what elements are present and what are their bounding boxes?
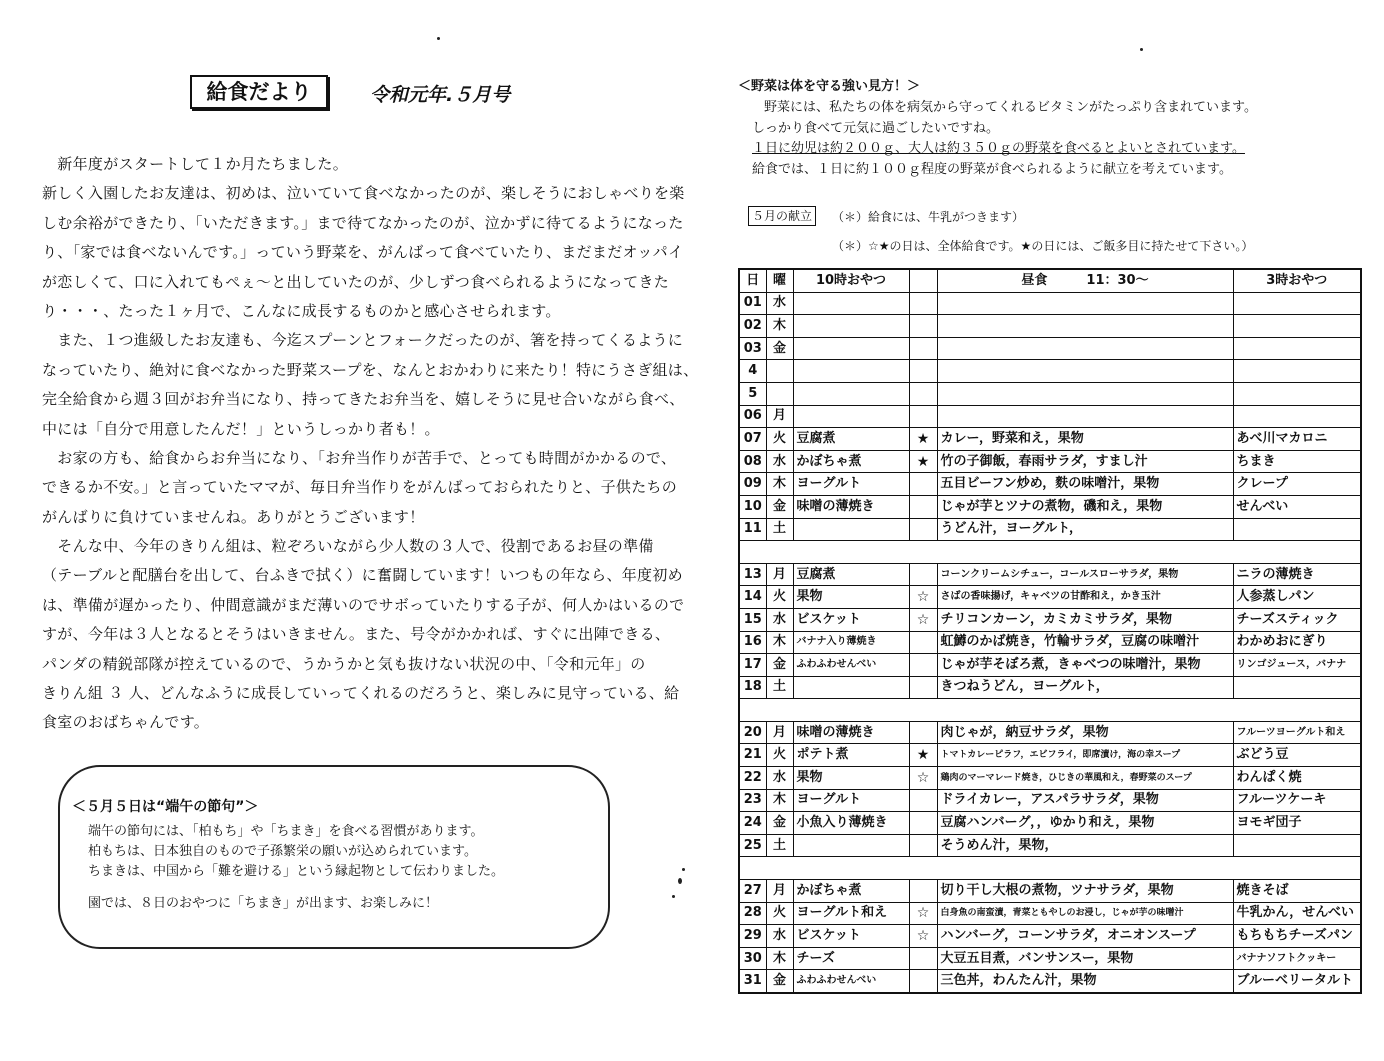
morning-snack-cell: かぼちゃ煮	[793, 880, 909, 903]
morning-snack-cell	[793, 834, 909, 857]
table-header-row	[739, 269, 1361, 292]
letter-line: が恋しくて、口に入れてもぺぇ～と出していたのが、少しずつ食べられるようになってきた	[42, 272, 670, 291]
weekday-cell: 木	[766, 315, 793, 338]
day-cell: 15	[739, 608, 766, 631]
weekday-cell: 土	[766, 834, 793, 857]
day-cell: 21	[739, 744, 766, 767]
weekday-cell: 月	[766, 405, 793, 428]
letter-line: きりん組 ３ 人、どんなふうに成長していってくれるのだろうと、楽しみに見守っている、給	[42, 684, 680, 703]
mark-cell	[909, 315, 937, 338]
afternoon-snack-cell: フルーツヨーグルト和え	[1233, 721, 1361, 744]
afternoon-snack-cell: ブルーベリータルト	[1233, 970, 1361, 993]
mark-cell	[909, 563, 937, 586]
lunch-cell: 白身魚の南蛮漬，青菜ともやしのお浸し，じゃが芋の味噌汁	[937, 902, 1233, 925]
table-row	[739, 902, 1361, 925]
table-row	[739, 767, 1361, 790]
day-cell	[739, 857, 766, 880]
weekday-cell: 火	[766, 428, 793, 451]
menu-table-body	[739, 292, 1361, 993]
column-header-day: 日	[739, 269, 766, 292]
letter-line: 中には「自分で用意したんだ！」というしっかり者も！。	[42, 419, 440, 438]
weekday-cell: 金	[766, 337, 793, 360]
morning-snack-cell	[793, 382, 909, 405]
mark-cell: ☆	[909, 902, 937, 925]
morning-snack-cell	[793, 292, 909, 315]
afternoon-snack-cell: ぶどう豆	[1233, 744, 1361, 767]
weekday-cell: 月	[766, 880, 793, 903]
day-cell: 07	[739, 428, 766, 451]
scan-speck	[682, 868, 685, 871]
lunch-cell: ハンバーグ，コーンサラダ，オニオンスープ	[937, 925, 1233, 948]
morning-snack-cell	[793, 315, 909, 338]
letter-line: （テーブルと配膳台を出して、台ふきで拭く）に奮闘しています！いつもの年なら、年度初め	[42, 566, 683, 585]
day-cell	[739, 699, 766, 722]
mark-cell	[909, 360, 937, 383]
morning-snack-cell: かぼちゃ煮	[793, 450, 909, 473]
table-row	[739, 495, 1361, 518]
day-cell: 03	[739, 337, 766, 360]
mark-cell: ★	[909, 450, 937, 473]
menu-note: （＊）給食には、牛乳がつきます）	[832, 210, 1025, 224]
afternoon-snack-cell	[1233, 857, 1361, 880]
table-row	[739, 631, 1361, 654]
lunch-cell	[937, 382, 1233, 405]
letter-line: なっていたり、絶対に食べなかった野菜スープを、なんとおかわりに来たり！特にうさぎ組は、	[42, 360, 699, 379]
weekday-cell: 木	[766, 631, 793, 654]
table-row	[739, 541, 1361, 564]
day-cell: 17	[739, 654, 766, 677]
scan-speck	[1140, 48, 1143, 51]
weekday-cell: 金	[766, 654, 793, 677]
afternoon-snack-cell: わんぱく焼	[1233, 767, 1361, 790]
morning-snack-cell: バナナ入り薄焼き	[793, 631, 909, 654]
afternoon-snack-cell	[1233, 699, 1361, 722]
lunch-cell: コーンクリームシチュー，コールスローサラダ，果物	[937, 563, 1233, 586]
morning-snack-cell: チーズ	[793, 947, 909, 970]
table-row	[739, 721, 1361, 744]
mark-cell: ☆	[909, 586, 937, 609]
day-cell: 31	[739, 970, 766, 993]
mark-cell: ☆	[909, 767, 937, 790]
morning-snack-cell: 果物	[793, 586, 909, 609]
afternoon-snack-cell: 人参蒸しパン	[1233, 586, 1361, 609]
letter-line: り・・・、たった１ヶ月で、こんなに成長するものかと感心させられます。	[42, 301, 561, 320]
morning-snack-cell	[793, 518, 909, 541]
lunch-cell: じゃが芋そぼろ煮，きゃべつの味噌汁，果物	[937, 654, 1233, 677]
monthly-menu-table	[738, 268, 1362, 994]
morning-snack-cell	[793, 676, 909, 699]
day-cell: 4	[739, 360, 766, 383]
mark-cell	[909, 631, 937, 654]
weekday-cell: 金	[766, 495, 793, 518]
letter-line: 食室のおばちゃんです。	[42, 713, 210, 732]
mark-cell	[909, 473, 937, 496]
table-row	[739, 744, 1361, 767]
weekday-cell: 木	[766, 789, 793, 812]
tango-note: 園では、８日のおやつに「ちまき」が出ます、お楽しみに！	[88, 896, 438, 911]
lunch-cell	[937, 699, 1233, 722]
morning-snack-cell	[793, 337, 909, 360]
morning-snack-cell: ヨーグルト	[793, 473, 909, 496]
mark-cell	[909, 495, 937, 518]
morning-snack-cell: ヨーグルト和え	[793, 902, 909, 925]
afternoon-snack-cell: わかめおにぎり	[1233, 631, 1361, 654]
table-row	[739, 292, 1361, 315]
lunch-cell: 虹鱒のかば焼き，竹輪サラダ，豆腐の味噌汁	[937, 631, 1233, 654]
weekday-cell: 土	[766, 676, 793, 699]
weekday-cell: 月	[766, 721, 793, 744]
afternoon-snack-cell	[1233, 676, 1361, 699]
day-cell	[739, 541, 766, 564]
afternoon-snack-cell: チーズスティック	[1233, 608, 1361, 631]
lunch-cell: 切り干し大根の煮物，ツナサラダ，果物	[937, 880, 1233, 903]
day-cell: 06	[739, 405, 766, 428]
letter-line: また、１つ進級したお友達も、今迄スプーンとフォークだったのが、箸を持ってくるように	[42, 331, 684, 350]
day-cell: 5	[739, 382, 766, 405]
letter-line: 新年度がスタートして１か月たちました。	[42, 155, 349, 173]
lunch-cell: 大豆五目煮，バンサンスー，果物	[937, 947, 1233, 970]
letter-body	[42, 150, 699, 738]
day-cell: 25	[739, 834, 766, 857]
menu-label: ５月の献立	[748, 206, 816, 226]
day-cell: 14	[739, 586, 766, 609]
morning-snack-cell	[793, 699, 909, 722]
lunch-cell: 竹の子御飯，春雨サラダ，すまし汁	[937, 450, 1233, 473]
afternoon-snack-cell	[1233, 360, 1361, 383]
weekday-cell: 火	[766, 744, 793, 767]
lunch-cell: 豆腐ハンバーグ，，ゆかり和え，果物	[937, 812, 1233, 835]
vegetable-text	[752, 98, 1257, 180]
mark-cell	[909, 857, 937, 880]
weekday-cell	[766, 857, 793, 880]
afternoon-snack-cell: ちまき	[1233, 450, 1361, 473]
mark-cell	[909, 880, 937, 903]
morning-snack-cell: 豆腐煮	[793, 563, 909, 586]
mark-cell	[909, 676, 937, 699]
weekday-cell: 水	[766, 450, 793, 473]
mark-cell	[909, 382, 937, 405]
weekday-cell: 金	[766, 970, 793, 993]
vegetable-line-underlined: １日に幼児は約２００ｇ、大人は約３５０ｇの野菜を食べるとよいとされています。	[752, 141, 1245, 156]
day-cell: 29	[739, 925, 766, 948]
morning-snack-cell	[793, 360, 909, 383]
day-cell: 18	[739, 676, 766, 699]
weekday-cell: 火	[766, 902, 793, 925]
letter-line: そんな中、今年のきりん組は、粒ぞろいながら少人数の３人で、役割であるお昼の準備	[42, 537, 654, 556]
lunch-cell: そうめん汁，果物，	[937, 834, 1233, 857]
vegetable-line: 給食では、１日に約１００ｇ程度の野菜が食べられるように献立を考えています。	[752, 161, 1232, 177]
lunch-cell	[937, 337, 1233, 360]
afternoon-snack-cell	[1233, 518, 1361, 541]
afternoon-snack-cell	[1233, 405, 1361, 428]
day-cell: 10	[739, 495, 766, 518]
weekday-cell	[766, 382, 793, 405]
mark-cell	[909, 834, 937, 857]
vegetable-title: ＜野菜は体を守る強い見方！＞	[738, 79, 921, 94]
column-header-mark	[909, 269, 937, 292]
weekday-cell	[766, 360, 793, 383]
weekday-cell: 金	[766, 812, 793, 835]
weekday-cell: 月	[766, 563, 793, 586]
letter-line: は、準備が遅かったり、仲間意識がまだ薄いのでサボっていたりする子が、何人かはいるので	[42, 595, 685, 614]
letter-line: できるか不安。」と言っていたママが、毎日弁当作りをがんばっておられたりと、子供たちの	[42, 478, 678, 497]
weekday-cell: 木	[766, 947, 793, 970]
morning-snack-cell: ふわふわせんべい	[793, 654, 909, 677]
table-row	[739, 699, 1361, 722]
weekday-cell: 水	[766, 292, 793, 315]
day-cell: 01	[739, 292, 766, 315]
day-cell: 27	[739, 880, 766, 903]
afternoon-snack-cell: バナナソフトクッキー	[1233, 947, 1361, 970]
vegetable-line: しっかり食べて元気に過ごしたいですね。	[752, 120, 1000, 136]
mark-cell	[909, 812, 937, 835]
lunch-cell: チリコンカーン，カミカミサラダ，果物	[937, 608, 1233, 631]
table-row	[739, 676, 1361, 699]
mark-cell	[909, 970, 937, 993]
morning-snack-cell	[793, 857, 909, 880]
letter-line: がんばりに負けていませんね。ありがとうございます！	[42, 507, 425, 526]
lunch-cell	[937, 405, 1233, 428]
day-cell: 08	[739, 450, 766, 473]
afternoon-snack-cell	[1233, 337, 1361, 360]
tango-line: ちまきは、中国から「難を避ける」という縁起物として伝わりました。	[88, 864, 505, 879]
table-row	[739, 586, 1361, 609]
weekday-cell: 水	[766, 925, 793, 948]
afternoon-snack-cell: リンゴジュース，バナナ	[1233, 654, 1361, 677]
letter-line: 完全給食から週３回がお弁当になり、持ってきたお弁当を、嬉しそうに見せ合いながら食べ、	[42, 390, 685, 409]
letter-line: お家の方も、給食からお弁当になり、「お弁当作りが苦手で、とっても時間がかかるので、	[42, 448, 677, 467]
column-header-weekday: 曜	[766, 269, 793, 292]
afternoon-snack-cell: フルーツケーキ	[1233, 789, 1361, 812]
morning-snack-cell: 味噌の薄焼き	[793, 721, 909, 744]
day-cell: 02	[739, 315, 766, 338]
lunch-cell: 三色丼，わんたん汁，果物	[937, 970, 1233, 993]
day-cell: 16	[739, 631, 766, 654]
afternoon-snack-cell: ヨモギ団子	[1233, 812, 1361, 835]
mark-cell	[909, 518, 937, 541]
afternoon-snack-cell: もちもちチーズパン	[1233, 925, 1361, 948]
mark-cell	[909, 699, 937, 722]
day-cell: 20	[739, 721, 766, 744]
table-row	[739, 880, 1361, 903]
table-row	[739, 473, 1361, 496]
afternoon-snack-cell	[1233, 292, 1361, 315]
table-row	[739, 812, 1361, 835]
table-row	[739, 834, 1361, 857]
afternoon-snack-cell: 牛乳かん，せんべい	[1233, 902, 1361, 925]
lunch-cell	[937, 857, 1233, 880]
table-row	[739, 382, 1361, 405]
weekday-cell	[766, 699, 793, 722]
mark-cell	[909, 337, 937, 360]
day-cell: 13	[739, 563, 766, 586]
lunch-cell	[937, 292, 1233, 315]
morning-snack-cell: ビスケット	[793, 925, 909, 948]
afternoon-snack-cell: せんべい	[1233, 495, 1361, 518]
table-row	[739, 405, 1361, 428]
morning-snack-cell: 豆腐煮	[793, 428, 909, 451]
mark-cell: ☆	[909, 925, 937, 948]
letter-line: しむ余裕ができたり、「いただきます。」まで待てなかったのが、泣かずに待てるようになった	[42, 213, 684, 232]
lunch-cell: カレー，野菜和え，果物	[937, 428, 1233, 451]
table-row	[739, 518, 1361, 541]
morning-snack-cell	[793, 541, 909, 564]
newsletter-title: 給食だより	[190, 75, 328, 109]
mark-cell: ☆	[909, 608, 937, 631]
lunch-cell	[937, 360, 1233, 383]
morning-snack-cell: 小魚入り薄焼き	[793, 812, 909, 835]
afternoon-snack-cell: あべ川マカロニ	[1233, 428, 1361, 451]
day-cell: 30	[739, 947, 766, 970]
table-row	[739, 337, 1361, 360]
afternoon-snack-cell: 焼きそば	[1233, 880, 1361, 903]
mark-cell	[909, 541, 937, 564]
mark-cell	[909, 789, 937, 812]
column-header-afternoon-snack: 3時おやつ	[1233, 269, 1361, 292]
table-row	[739, 925, 1361, 948]
scan-speck	[437, 37, 440, 40]
column-header-morning-snack: 10時おやつ	[793, 269, 909, 292]
table-row	[739, 654, 1361, 677]
issue-label: 令和元年.５月号	[370, 84, 511, 106]
tango-title: ＜５月５日は“端午の節句”＞	[72, 799, 259, 815]
table-row	[739, 563, 1361, 586]
lunch-cell: じゃが芋とツナの煮物，磯和え，果物	[937, 495, 1233, 518]
morning-snack-cell: ポテト煮	[793, 744, 909, 767]
day-cell: 28	[739, 902, 766, 925]
afternoon-snack-cell	[1233, 541, 1361, 564]
table-row	[739, 947, 1361, 970]
vegetable-line: 野菜には、私たちの体を病気から守ってくれるビタミンがたっぷり含まれています。	[764, 100, 1257, 115]
column-header-lunch: 昼食 11：30～	[937, 269, 1233, 292]
morning-snack-cell: ビスケット	[793, 608, 909, 631]
weekday-cell: 火	[766, 586, 793, 609]
lunch-cell: うどん汁，ヨーグルト，	[937, 518, 1233, 541]
mark-cell	[909, 947, 937, 970]
mark-cell: ★	[909, 744, 937, 767]
letter-line: パンダの精鋭部隊が控えているので、うかうかと気も抜けない状況の中、「令和元年」の	[42, 654, 646, 673]
mark-cell	[909, 405, 937, 428]
weekday-cell: 木	[766, 473, 793, 496]
lunch-cell: きつねうどん，ヨーグルト，	[937, 676, 1233, 699]
lunch-cell: ドライカレー，アスパラサラダ，果物	[937, 789, 1233, 812]
mark-cell	[909, 292, 937, 315]
morning-snack-cell: ヨーグルト	[793, 789, 909, 812]
menu-note: （＊）☆★の日は、全体給食です。★の日には、ご飯多目に持たせて下さい。）	[832, 239, 1254, 253]
table-row	[739, 857, 1361, 880]
weekday-cell: 土	[766, 518, 793, 541]
morning-snack-cell: 味噌の薄焼き	[793, 495, 909, 518]
day-cell: 11	[739, 518, 766, 541]
afternoon-snack-cell: ニラの薄焼き	[1233, 563, 1361, 586]
afternoon-snack-cell: クレープ	[1233, 473, 1361, 496]
day-cell: 24	[739, 812, 766, 835]
tango-line: 端午の節句には、「柏もち」や「ちまき」を食べる習慣があります。	[88, 824, 484, 839]
mark-cell	[909, 721, 937, 744]
table-row	[739, 970, 1361, 993]
day-cell: 22	[739, 767, 766, 790]
day-cell: 23	[739, 789, 766, 812]
afternoon-snack-cell	[1233, 382, 1361, 405]
lunch-cell: 肉じゃが，納豆サラダ，果物	[937, 721, 1233, 744]
table-row	[739, 608, 1361, 631]
letter-line: すが、今年は３人となるとそうはいきません。また、号令がかかれば、すぐに出陣できる、	[42, 625, 671, 644]
lunch-cell	[937, 541, 1233, 564]
tango-text	[88, 822, 504, 882]
lunch-cell: 五目ビーフン炒め，麩の味噌汁，果物	[937, 473, 1233, 496]
lunch-cell	[937, 315, 1233, 338]
afternoon-snack-cell	[1233, 834, 1361, 857]
weekday-cell: 水	[766, 608, 793, 631]
tango-line: 柏もちは、日本独自のもので子孫繁栄の願いが込められています。	[88, 844, 477, 859]
morning-snack-cell: ふわふわせんべい	[793, 970, 909, 993]
lunch-cell: トマトカレーピラフ，エビフライ，即席漬け，海の幸スープ	[937, 744, 1233, 767]
table-row	[739, 450, 1361, 473]
morning-snack-cell	[793, 405, 909, 428]
lunch-cell: さばの香味揚げ，キャベツの甘酢和え，かき玉汁	[937, 586, 1233, 609]
letter-line: り、「家では食べないんです。」っていう野菜を、がんばって食べていたり、まだまだオッパイ	[42, 243, 684, 262]
table-row	[739, 428, 1361, 451]
table-row	[739, 315, 1361, 338]
weekday-cell: 水	[766, 767, 793, 790]
morning-snack-cell: 果物	[793, 767, 909, 790]
letter-line: 新しく入園したお友達は、初めは、泣いていて食べなかったのが、楽しそうにおしゃべりを楽	[42, 184, 685, 203]
day-cell: 09	[739, 473, 766, 496]
weekday-cell	[766, 541, 793, 564]
mark-cell: ★	[909, 428, 937, 451]
lunch-cell: 鶏肉のマーマレード焼き，ひじきの華風和え，春野菜のスープ	[937, 767, 1233, 790]
table-row	[739, 360, 1361, 383]
mark-cell	[909, 654, 937, 677]
scan-speck	[678, 878, 682, 884]
table-row	[739, 789, 1361, 812]
afternoon-snack-cell	[1233, 315, 1361, 338]
scan-speck	[672, 895, 675, 898]
